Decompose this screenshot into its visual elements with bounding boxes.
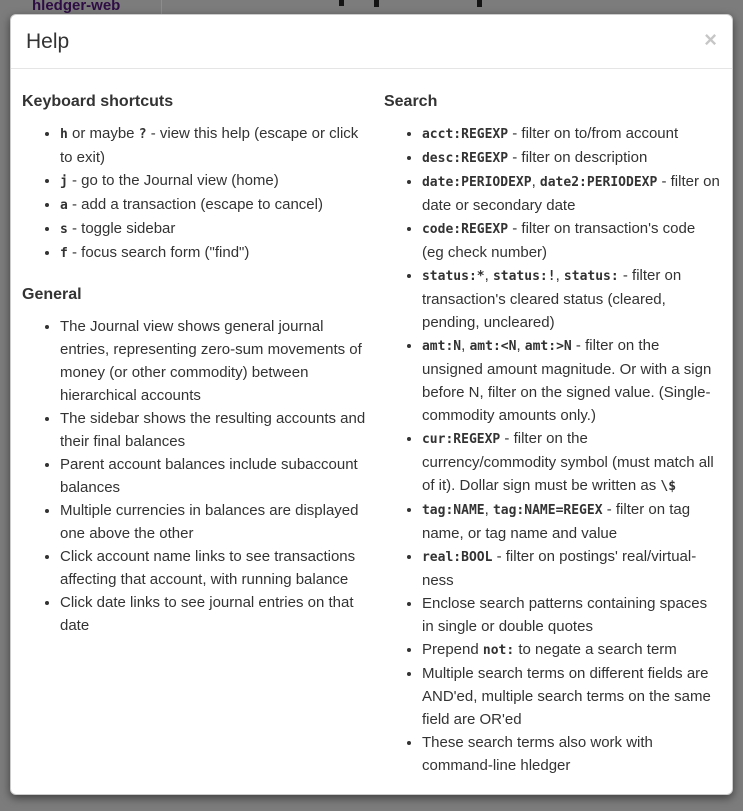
background-heading-fragment xyxy=(339,0,344,6)
inline-code: a xyxy=(60,198,68,213)
help-list-item: • Enclose search patterns containing spaces in single or double quotes xyxy=(422,592,721,638)
help-list-item: • Click account name links to see transactions affecting that account, with running balance xyxy=(60,545,373,591)
hledger-web-link: hledger-web xyxy=(32,0,121,14)
help-list-item: • acct:REGEXP - filter on to/from account xyxy=(422,122,721,146)
help-list-item: • status:*, status:!, status: - filter on transaction's cleared status (cleared, pending, uncleared) xyxy=(422,264,721,334)
inline-code: \$ xyxy=(660,479,677,494)
close-icon[interactable]: × xyxy=(704,27,717,52)
help-list-item: • f - focus search form ("find") xyxy=(60,241,373,265)
help-section xyxy=(22,284,373,637)
inline-code: tag:NAME=REGEX xyxy=(492,503,603,518)
inline-code: code:REGEXP xyxy=(421,222,509,237)
inline-code: ? xyxy=(138,127,147,142)
inline-code: real:BOOL xyxy=(421,550,493,565)
help-list-item: • Prepend not: to negate a search term xyxy=(422,638,721,662)
help-list-item: • amt:N, amt:<N, amt:>N - filter on the unsigned amount magnitude. Or with a sign before N, filter on the signed value. (Single-commodity amounts only.) xyxy=(422,334,721,427)
inline-code: desc:REGEXP xyxy=(421,151,509,166)
background-heading-fragment xyxy=(374,0,379,7)
help-list-item: • Parent account balances include subaccount balances xyxy=(60,453,373,499)
background-heading-fragment xyxy=(477,0,482,7)
inline-code: acct:REGEXP xyxy=(421,127,509,142)
modal-title: Help xyxy=(26,30,70,53)
help-list-item: • date:PERIODEXP, date2:PERIODEXP - filter on date or secondary date xyxy=(422,170,721,217)
help-list-item: • real:BOOL - filter on postings' real/virtual-ness xyxy=(422,545,721,592)
section-heading: Keyboard shortcuts xyxy=(22,93,174,110)
help-list-item: • The sidebar shows the resulting accounts and their final balances xyxy=(60,407,373,453)
help-list-item: • j - go to the Journal view (home) xyxy=(60,169,373,193)
help-list xyxy=(22,315,373,637)
inline-code: s xyxy=(60,222,68,237)
help-column-left xyxy=(22,83,373,647)
modal-header xyxy=(11,15,732,69)
help-list-item: • cur:REGEXP - filter on the currency/commodity symbol (must match all of it). Dollar sign must be written as \$ xyxy=(422,427,721,498)
help-list-item: • Multiple search terms on different fields are AND'ed, multiple search terms on the same field are OR'ed xyxy=(422,662,721,731)
help-list-item: • The Journal view shows general journal entries, representing zero-sum movements of money (or other commodity) between hierarchical accounts xyxy=(60,315,373,407)
inline-code: h xyxy=(60,127,68,142)
modal-backdrop[interactable] xyxy=(0,0,743,14)
help-section xyxy=(384,91,721,777)
help-list-item: • These search terms also work with command-line hledger xyxy=(422,731,721,777)
inline-code: amt:N xyxy=(421,339,462,354)
inline-code: cur:REGEXP xyxy=(421,432,501,447)
background-sidebar-divider xyxy=(161,0,162,14)
inline-code: not: xyxy=(482,643,515,658)
help-list-item: • desc:REGEXP - filter on description xyxy=(422,146,721,170)
inline-code: tag:NAME xyxy=(421,503,485,518)
inline-code: status:* xyxy=(421,269,485,284)
section-heading: Search xyxy=(383,93,438,110)
help-column-right xyxy=(373,83,721,787)
section-heading: General xyxy=(22,286,82,303)
inline-code: date:PERIODEXP xyxy=(421,175,532,190)
modal-body xyxy=(11,69,732,795)
help-list-item: • a - add a transaction (escape to cancel) xyxy=(60,193,373,217)
inline-code: status:! xyxy=(492,269,556,284)
inline-code: amt:<N xyxy=(469,339,517,354)
help-list-item: • h or maybe ? - view this help (escape or click to exit) xyxy=(60,122,373,169)
inline-code: date2:PERIODEXP xyxy=(539,175,658,190)
help-section xyxy=(22,91,373,265)
inline-code: j xyxy=(60,174,68,189)
help-list xyxy=(22,122,373,265)
help-list-item: • tag:NAME, tag:NAME=REGEX - filter on tag name, or tag name and value xyxy=(422,498,721,545)
help-list-item: • Multiple currencies in balances are displayed one above the other xyxy=(60,499,373,545)
help-list-item: • s - toggle sidebar xyxy=(60,217,373,241)
inline-code: amt:>N xyxy=(524,339,572,354)
inline-code: status: xyxy=(563,269,619,284)
help-list xyxy=(384,122,721,777)
help-list-item: • Click date links to see journal entries on that date xyxy=(60,591,373,637)
help-list-item: • code:REGEXP - filter on transaction's code (eg check number) xyxy=(422,217,721,264)
inline-code: f xyxy=(60,246,68,261)
help-modal xyxy=(10,14,733,795)
